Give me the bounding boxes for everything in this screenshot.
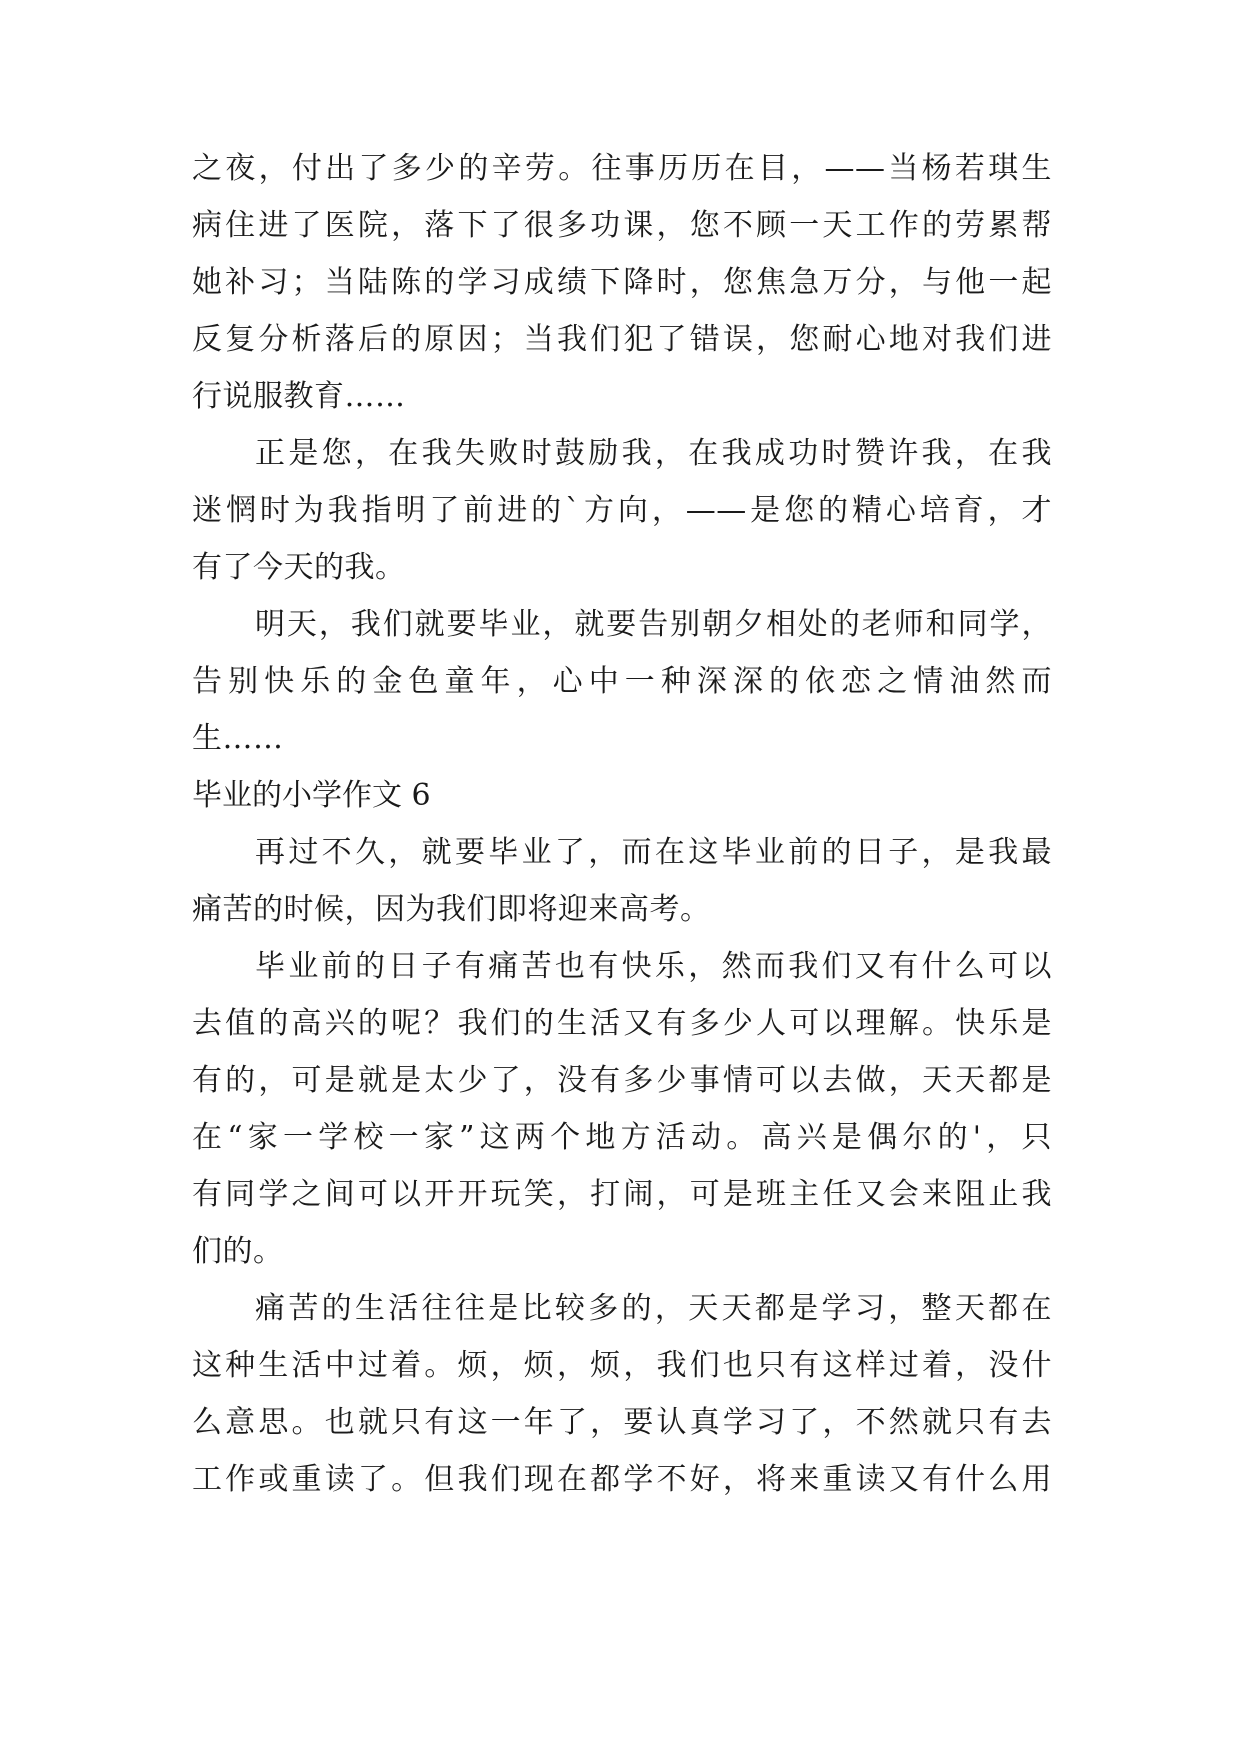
paragraph-first-line: 再过不久，就要毕业了，而在这毕业前的日子，是我最 — [255, 835, 1052, 870]
text-line: 告别快乐的金色童年，心中一种深深的依恋之情油然而 — [192, 664, 1052, 699]
text-line: 有的，可是就是太少了，没有多少事情可以去做，天天都是 — [192, 1063, 1052, 1098]
text-line: 行说服教育…… — [192, 379, 406, 414]
text-line: 去值的高兴的呢？我们的生活又有多少人可以理解。快乐是 — [192, 1006, 1052, 1041]
paragraph-first-line: 痛苦的生活往往是比较多的，天天都是学习，整天都在 — [255, 1291, 1052, 1326]
text-line: 生…… — [192, 721, 284, 756]
text-line: 之夜，付出了多少的辛劳。往事历历在目，——当杨若琪生 — [192, 151, 1052, 186]
text-line: 有同学之间可以开开玩笑，打闹，可是班主任又会来阻止我 — [192, 1177, 1052, 1212]
paragraph-first-line: 正是您，在我失败时鼓励我，在我成功时赞许我，在我 — [255, 436, 1052, 471]
text-line: 迷惘时为我指明了前进的`方向，——是您的精心培育，才 — [192, 493, 1052, 528]
text-line: 痛苦的时候，因为我们即将迎来高考。 — [192, 892, 711, 927]
paragraph-first-line: 毕业前的日子有痛苦也有快乐，然而我们又有什么可以 — [255, 949, 1052, 984]
text-line: 在“家一学校一家”这两个地方活动。高兴是偶尔的'，只 — [192, 1120, 1052, 1155]
text-line: 反复分析落后的原因；当我们犯了错误，您耐心地对我们进 — [192, 322, 1052, 357]
text-line: 工作或重读了。但我们现在都学不好，将来重读又有什么用 — [192, 1462, 1052, 1497]
text-line: 么意思。也就只有这一年了，要认真学习了，不然就只有去 — [192, 1405, 1052, 1440]
text-line: 病住进了医院，落下了很多功课，您不顾一天工作的劳累帮 — [192, 208, 1052, 243]
text-line: 她补习；当陆陈的学习成绩下降时，您焦急万分，与他一起 — [192, 265, 1052, 300]
section-heading: 毕业的小学作文 6 — [192, 778, 431, 813]
paragraph-first-line: 明天，我们就要毕业，就要告别朝夕相处的老师和同学， — [255, 607, 1052, 642]
text-line: 有了今天的我。 — [192, 550, 406, 585]
text-line: 们的。 — [192, 1234, 284, 1269]
text-line: 这种生活中过着。烦，烦，烦，我们也只有这样过着，没什 — [192, 1348, 1052, 1383]
